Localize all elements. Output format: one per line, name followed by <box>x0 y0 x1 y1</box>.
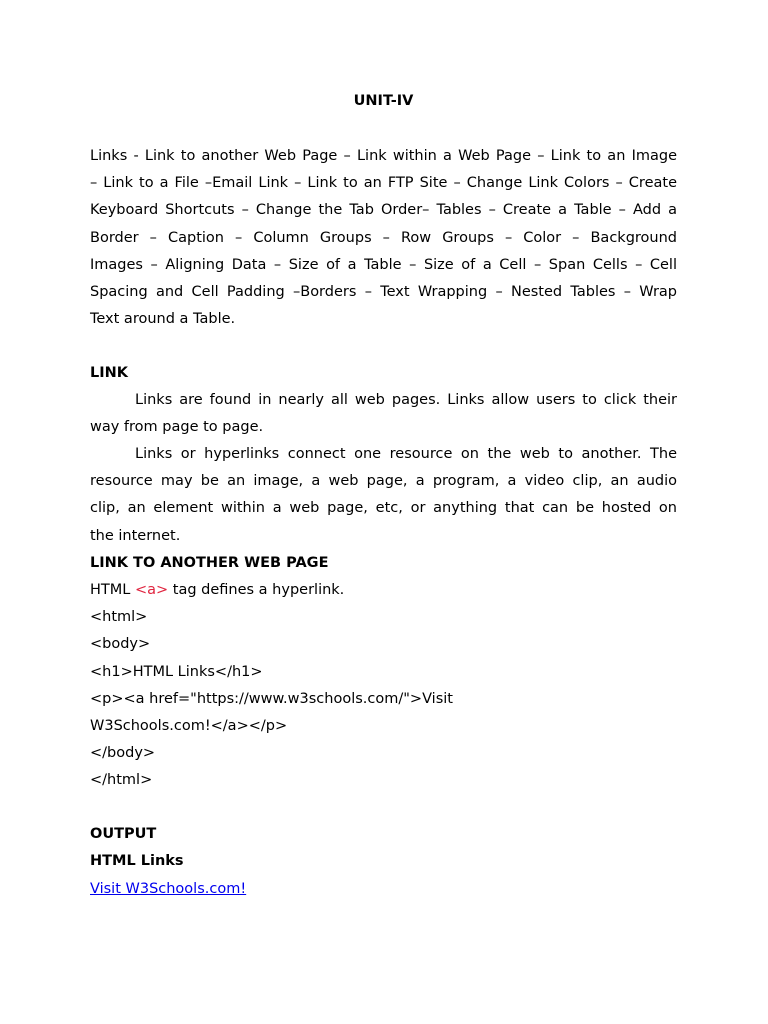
page-title: UNIT-IV <box>353 93 414 109</box>
section-subheading: LINK TO ANOTHER WEB PAGE <box>90 555 329 571</box>
paragraph-line: Links are found in nearly all web pages. Links allow users to click their <box>135 392 677 408</box>
code-line: <p><a href="https://www.w3schools.com/">Visit <box>90 691 453 707</box>
code-line: </body> <box>90 745 156 761</box>
paragraph-line: the internet. <box>90 528 181 544</box>
output-link-row <box>90 878 246 900</box>
intro-line: – Link to a File –Email Link – Link to an FTP Site – Change Link Colors – Create <box>90 175 677 191</box>
paragraph-line: resource may be an image, a web page, a program, a video clip, an audio <box>90 473 677 489</box>
html-prefix: HTML <box>90 582 135 598</box>
paragraph-line: Links or hyperlinks connect one resource on the web to another. The <box>135 446 677 462</box>
intro-line: Keyboard Shortcuts – Change the Tab Order– Tables – Create a Table – Add a <box>90 202 677 218</box>
paragraph-line: way from page to page. <box>90 419 264 435</box>
intro-line: Links - Link to another Web Page – Link within a Web Page – Link to an Image <box>90 148 677 164</box>
html-tag-description <box>90 579 344 601</box>
intro-line: Text around a Table. <box>90 311 236 327</box>
html-suffix: tag defines a hyperlink. <box>168 582 345 598</box>
output-title: HTML Links <box>90 853 184 869</box>
visit-w3schools-link[interactable]: Visit W3Schools.com! <box>90 881 247 897</box>
intro-line: Images – Aligning Data – Size of a Table – Size of a Cell – Span Cells – Cell <box>90 257 677 273</box>
intro-line: Border – Caption – Column Groups – Row Groups – Color – Background <box>90 230 677 246</box>
anchor-tag-highlight: <a> <box>134 582 169 598</box>
code-line: W3Schools.com!</a></p> <box>90 718 288 734</box>
code-line: </html> <box>90 772 153 788</box>
link-heading: LINK <box>90 365 129 381</box>
output-heading: OUTPUT <box>90 826 157 842</box>
code-line: <h1>HTML Links</h1> <box>90 664 263 680</box>
paragraph-line: clip, an element within a web page, etc, or anything that can be hosted on <box>90 500 677 516</box>
code-line: <body> <box>90 636 151 652</box>
code-line: <html> <box>90 609 148 625</box>
intro-line: Spacing and Cell Padding –Borders – Text Wrapping – Nested Tables – Wrap <box>90 284 677 300</box>
